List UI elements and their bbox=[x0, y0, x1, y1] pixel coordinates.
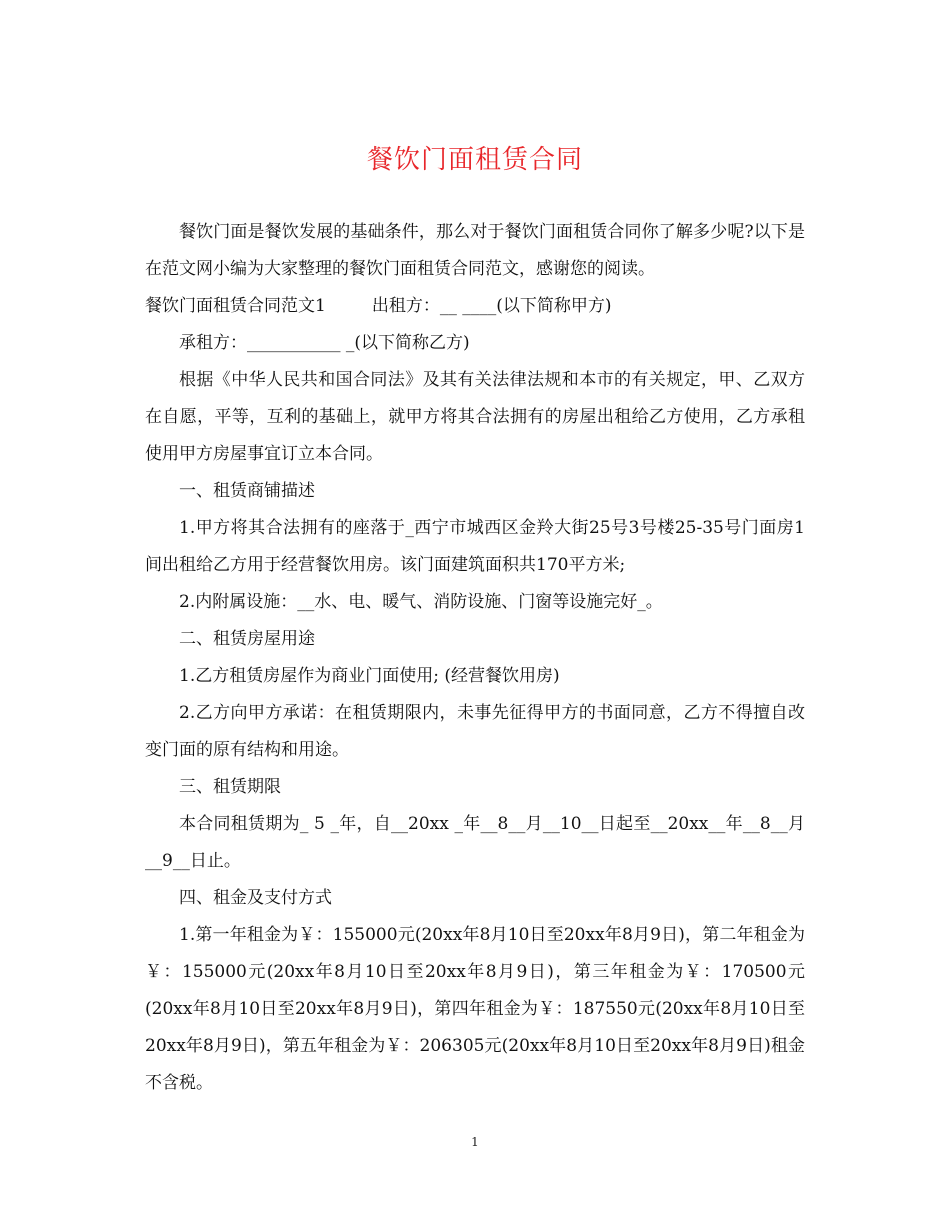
section-heading: 四、租金及支付方式 bbox=[179, 888, 332, 908]
section-heading: 二、租赁房屋用途 bbox=[179, 629, 315, 649]
document-title: 餐饮门面租赁合同 bbox=[366, 145, 583, 175]
clause-paragraph: 1.第一年租金为￥：155000元(20xx年8月10日至20xx年8月9日)，第二年租金为￥：155000元(20xx年8月10日至20xx年8月9日)，第三年租金为￥：170500元(20xx年8月10日至20xx年8月9日)，第四年租金为￥：187550元(20xx年8月10日至20xx年8月9日)，第五年租金为￥：206305元(20xx年8月10日至20xx年8月9日)租金不含税。 bbox=[145, 925, 805, 1093]
basis-paragraph: 根据《中华人民共和国合同法》及其有关法律法规和本市的有关规定，甲、乙双方在自愿，平等，互利的基础上，就甲方将其合法拥有的房屋出租给乙方使用，乙方承租使用甲方房屋事宜订立本合同。 bbox=[145, 370, 805, 464]
clause-paragraph: 2.内附属设施：__水、电、暖气、消防设施、门窗等设施完好_。 bbox=[179, 592, 663, 612]
section-heading: 三、租赁期限 bbox=[179, 777, 281, 797]
clause-paragraph: 本合同租赁期为_ 5 _年，自__20xx _年__8__月__10__日起至__20xx__年__8__月__9__日止。 bbox=[145, 814, 805, 871]
page-number: 1 bbox=[471, 1135, 479, 1149]
clause-paragraph: 2.乙方向甲方承诺：在租赁期限内，未事先征得甲方的书面同意，乙方不得擅自改变门面的原有结构和用途。 bbox=[145, 703, 805, 760]
document-body bbox=[145, 214, 805, 1102]
sample-label: 餐饮门面租赁合同范文1 bbox=[145, 296, 326, 316]
intro-paragraph: 餐饮门面是餐饮发展的基础条件，那么对于餐饮门面租赁合同你了解多少呢?以下是在范文网小编为大家整理的餐饮门面租赁合同范文，感谢您的阅读。 bbox=[145, 222, 805, 279]
section-heading: 一、租赁商铺描述 bbox=[179, 481, 315, 501]
clause-paragraph: 1.乙方租赁房屋作为商业门面使用; (经营餐饮用房) bbox=[179, 666, 560, 686]
sample-heading-line bbox=[145, 288, 805, 325]
clause-paragraph: 1.甲方将其合法拥有的座落于_西宁市城西区金羚大街25号3号楼25-35号门面房1间出租给乙方用于经营餐饮用房。该门面建筑面积共170平方米; bbox=[145, 518, 805, 575]
lessor-line: 出租方：__ ____(以下简称甲方) bbox=[371, 296, 612, 316]
lessee-line: 承租方：___________ _(以下简称乙方) bbox=[179, 333, 470, 353]
